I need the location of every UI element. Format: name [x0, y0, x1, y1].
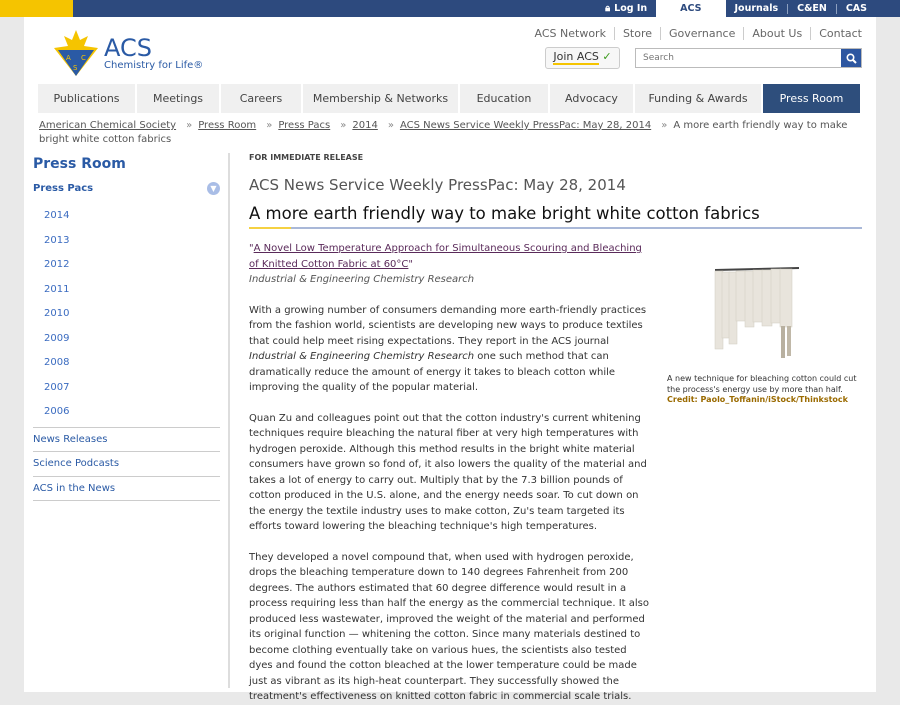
paragraph-1: With a growing number of consumers demanding more earth-friendly practices from the fashion world, scientists are developing new ways to produce textiles that could help meet rising expectations. They report in the ACS journal Industrial & Engineering Chemistry Research one such method that can dramatically reduce the amount of energy it takes to bleach cotton while improving the quality of the popular material. [249, 304, 647, 393]
main-nav [38, 84, 862, 113]
crumb-current: A more earth friendly way to make bright white cotton fabrics [39, 120, 848, 145]
nav-publications[interactable]: Publications [38, 84, 135, 113]
check-icon: ✓ [602, 50, 612, 63]
link-acs-network[interactable]: ACS Network [534, 27, 606, 40]
utility-nav [527, 27, 862, 40]
figure-credit: Credit: Paolo_Toffanin/iStock/Thinkstock [667, 395, 848, 404]
crumb-2014[interactable]: 2014 [352, 120, 378, 131]
article [249, 153, 862, 705]
article-figure [667, 258, 857, 404]
search-input[interactable] [636, 49, 841, 67]
logo-name: ACS [104, 33, 152, 62]
link-store[interactable]: Store [614, 27, 660, 40]
link-governance[interactable]: Governance [660, 27, 743, 40]
column-divider [228, 153, 230, 688]
sidebar-acs-in-news[interactable]: ACS in the News [33, 477, 220, 502]
svg-text:S: S [73, 64, 78, 72]
site-tab-cen[interactable]: C&EN [787, 4, 836, 14]
sidebar-press-pacs[interactable]: Press Pacs ▼ [33, 181, 220, 195]
svg-text:C: C [81, 54, 86, 62]
crumb-press-pacs[interactable]: Press Pacs [278, 120, 331, 131]
site-tab-cas[interactable]: CAS [836, 4, 876, 14]
acs-eagle-logo-icon [52, 28, 100, 78]
sidebar-year-2014[interactable]: 2014 [44, 210, 70, 221]
search-icon [846, 53, 857, 64]
nav-education[interactable]: Education [460, 84, 548, 113]
svg-text:A: A [66, 54, 71, 62]
accent-block [0, 0, 73, 17]
sidebar-year-2009[interactable]: 2009 [44, 332, 70, 344]
release-label: FOR IMMEDIATE RELEASE [249, 153, 364, 162]
site-tab-acs[interactable]: ACS [656, 0, 725, 17]
sidebar-title[interactable]: Press Room [33, 156, 126, 172]
sidebar-year-2013[interactable]: 2013 [44, 234, 70, 246]
link-about-us[interactable]: About Us [743, 27, 810, 40]
sidebar-year-2011[interactable]: 2011 [44, 283, 70, 295]
nav-careers[interactable]: Careers [221, 84, 301, 113]
nav-meetings[interactable]: Meetings [137, 84, 219, 113]
sidebar-news-releases[interactable]: News Releases [33, 428, 220, 453]
presspac-title: ACS News Service Weekly PressPac: May 28, 2014 [249, 176, 626, 194]
site-tab-journals[interactable]: Journals [734, 2, 779, 14]
sidebar-year-2006[interactable]: 2006 [44, 406, 70, 417]
search-button[interactable] [841, 49, 861, 67]
login-link[interactable]: 🔒︎ Log In [605, 2, 648, 14]
nav-funding-awards[interactable]: Funding & Awards [635, 84, 761, 113]
article-body [249, 303, 649, 705]
figure-caption: A new technique for bleaching cotton could cut the process's energy use by more than half. [667, 374, 857, 394]
citation-link[interactable]: A Novel Low Temperature Approach for Simultaneous Scouring and Bleaching of Knitted Cotton Fabric at 60°C [249, 243, 642, 270]
nav-advocacy[interactable]: Advocacy [550, 84, 633, 113]
clothes-rack-image [707, 258, 807, 360]
search-box [635, 48, 862, 68]
logo-tagline: Chemistry for Life® [104, 59, 204, 71]
citation: "A Novel Low Temperature Approach for Simultaneous Scouring and Bleaching of Knitted Cotton Fabric at 60°C" Industrial & Engineering Chemistry Research [249, 241, 649, 288]
sidebar-year-2007[interactable]: 2007 [44, 381, 70, 393]
sidebar-year-2012[interactable]: 2012 [44, 259, 70, 270]
acs-logo[interactable] [52, 28, 203, 78]
article-title: A more earth friendly way to make bright white cotton fabrics [249, 204, 862, 229]
link-contact[interactable]: Contact [810, 27, 862, 40]
chevron-down-icon[interactable]: ▼ [207, 182, 220, 195]
paragraph-3: They developed a novel compound that, when used with hydrogen peroxide, drops the bleaching temperature down to 140 degrees Fahrenheit from 200 degrees. The authors estimated that 60 degree difference would result in a process requiring less than half the energy as the commercial technique. It also produced less wastewater, improved the weight of the material and performed its original function — whitening the cotton. Since many materials destined to become clothing eventually take on various hues, the scientists also tested dyes and found the cotton bleached at the lower temperature could be made just as vibrant as its high-heat counterpart. They successfully showed the treatment's effectiveness on knitted cotton fabric in commercial scale trials. [249, 551, 649, 702]
nav-press-room[interactable]: Press Room [763, 84, 860, 113]
sidebar [33, 156, 220, 501]
sidebar-science-podcasts[interactable]: Science Podcasts [33, 452, 220, 477]
crumb-presspac[interactable]: ACS News Service Weekly PressPac: May 28, 2014 [399, 120, 652, 131]
lock-icon: 🔒︎ [605, 2, 611, 14]
paragraph-2: Quan Zu and colleagues point out that the cotton industry's current whitening techniques require bleaching the natural fiber at very high temperatures with hydrogen peroxide. Although this method results in the bright white material consumers have grown so fond of, it also lowers the quality of the material and takes a lot of energy to carry out. Multiply that by the 7.3 billion pounds of cotton produced in the U.S. alone, and the energy needs soar. To cut down on the energy the textile industry uses to make cotton, Zu's team targeted its efforts toward lowering the bleaching technique's high temperatures. [249, 412, 647, 532]
sidebar-year-2010[interactable]: 2010 [44, 308, 70, 319]
nav-membership[interactable]: Membership & Networks [303, 84, 458, 113]
breadcrumb: American Chemical Society » Press Room » Press Pacs » 2014 » ACS News Service Weekly PressPac: May 28, 2014 » A more earth friendly way to make bright white cotton fabrics [39, 120, 848, 145]
top-bar [0, 0, 900, 17]
crumb-acs[interactable]: American Chemical Society [39, 120, 177, 131]
crumb-press-room[interactable]: Press Room [198, 120, 257, 131]
journal-name: Industrial & Engineering Chemistry Research [249, 274, 475, 285]
sidebar-year-2008[interactable]: 2008 [44, 357, 70, 368]
join-acs-button[interactable]: Join ACS ✓ [545, 47, 620, 69]
